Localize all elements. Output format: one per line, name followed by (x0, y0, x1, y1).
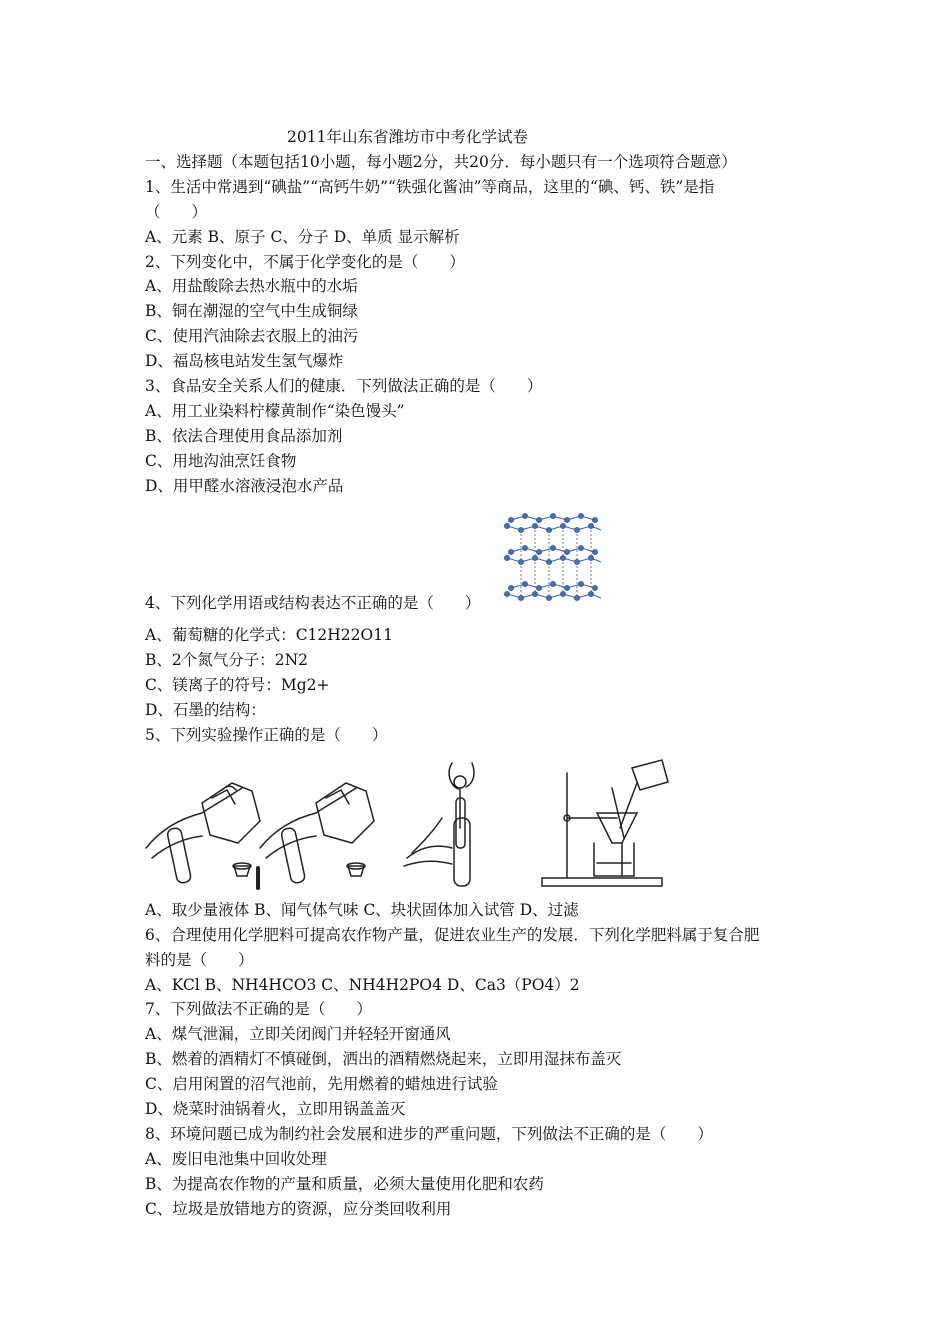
q8-stem: 8、环境问题已成为制约社会发展和进步的严重问题，下列做法不正确的是（ ） (145, 1125, 713, 1143)
q7-option-a: A、煤气泄漏，立即关闭阀门并轻轻开窗通风 (145, 1025, 451, 1043)
q7-option-d: D、烧菜时油锅着火，立即用锅盖盖灭 (145, 1100, 406, 1118)
q8-option-c: C、垃圾是放错地方的资源，应分类回收利用 (145, 1200, 452, 1218)
lab-operations-image (142, 758, 672, 892)
q2-stem: 2、下列变化中，不属于化学变化的是（ ） (145, 253, 465, 271)
exam-title: 2011年山东省潍坊市中考化学试卷 (287, 128, 528, 146)
q4-option-d: D、石墨的结构： (145, 701, 266, 719)
graphite-structure-image (503, 512, 605, 608)
q7-option-c: C、启用闲置的沼气池前，先用燃着的蜡烛进行试验 (145, 1075, 498, 1093)
q1-stem-line1: 1、生活中常遇到“碘盐”“高钙牛奶”“铁强化酱油”等商品，这里的“碘、钙、铁”是指 (145, 178, 715, 196)
q2-option-d: D、福岛核电站发生氢气爆炸 (145, 352, 344, 370)
section-heading: 一、选择题（本题包括10小题，每小题2分，共20分．每小题只有一个选项符合题意） (145, 153, 737, 171)
q5-options: A、取少量液体 B、闻气体气味 C、块状固体加入试管 D、过滤 (145, 901, 579, 919)
q1-options: A、元素 B、原子 C、分子 D、单质 显示解析 (145, 228, 460, 246)
q8-option-a: A、废旧电池集中回收处理 (145, 1150, 327, 1168)
q3-option-d: D、用甲醛水溶液浸泡水产品 (145, 477, 344, 495)
q6-stem-line1: 6、合理使用化学肥料可提高农作物产量，促进农业生产的发展．下列化学肥料属于复合肥 (145, 926, 760, 944)
q6-stem-line2: 料的是（ ） (145, 951, 254, 969)
q8-option-b: B、为提高农作物的产量和质量，必须大量使用化肥和农药 (145, 1175, 544, 1193)
q2-option-a: A、用盐酸除去热水瓶中的水垢 (145, 277, 358, 295)
q7-stem: 7、下列做法不正确的是（ ） (145, 1000, 372, 1018)
q2-option-b: B、铜在潮湿的空气中生成铜绿 (145, 302, 358, 320)
q4-option-b: B、2个氮气分子：2N2 (145, 651, 309, 669)
q5-stem: 5、下列实验操作正确的是（ ） (145, 726, 388, 744)
q6-options: A、KCl B、NH4HCO3 C、NH4H2PO4 D、Ca3（PO4）2 (145, 976, 580, 994)
q2-option-c: C、使用汽油除去衣服上的油污 (145, 327, 359, 345)
q3-option-a: A、用工业染料柠檬黄制作“染色馒头” (145, 402, 405, 420)
q1-stem-line2: （ ） (145, 203, 208, 221)
q4-stem: 4、下列化学用语或结构表达不正确的是（ ） (145, 594, 481, 612)
q3-option-b: B、依法合理使用食品添加剂 (145, 427, 343, 445)
q3-option-c: C、用地沟油烹饪食物 (145, 452, 297, 470)
q3-stem: 3、食品安全关系人们的健康．下列做法正确的是（ ） (145, 377, 543, 395)
q4-option-a: A、葡萄糖的化学式：C12H22O11 (145, 626, 393, 644)
q4-option-c: C、镁离子的符号：Mg2+ (145, 676, 330, 694)
q7-option-b: B、燃着的酒精灯不慎碰倒，洒出的酒精燃烧起来，立即用湿抹布盖灭 (145, 1050, 622, 1068)
